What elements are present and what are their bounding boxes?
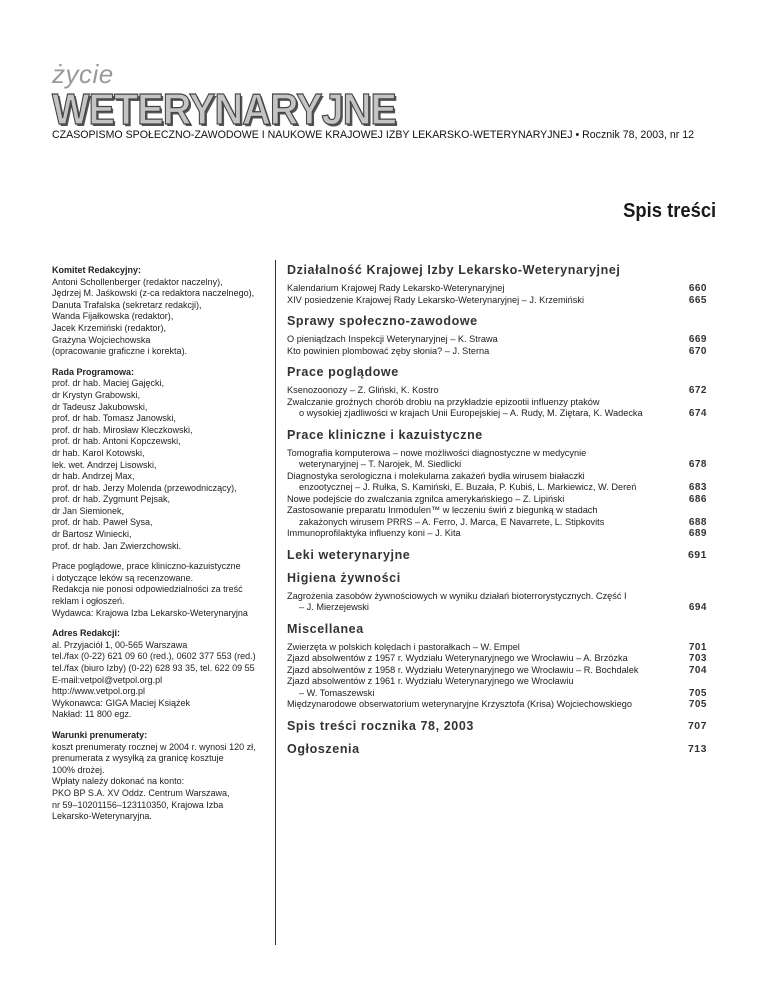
section-title-text: Ogłoszenia bbox=[287, 741, 360, 756]
entry-text: XIV posiedzenie Krajowej Rady Lekarsko-Weterynaryjnej – J. Krzemiński bbox=[287, 294, 585, 305]
section-title-text: Sprawy społeczno-zawodowe bbox=[287, 314, 478, 328]
rada-line: dr Bartosz Winiecki, bbox=[52, 529, 132, 540]
warunki-block bbox=[52, 730, 267, 823]
rada-line: prof. dr hab. Tomasz Janowski, bbox=[52, 413, 176, 424]
rada-line: prof. dr hab. Antoni Kopczewski, bbox=[52, 436, 181, 447]
rada-line: dr Tadeusz Jakubowski, bbox=[52, 401, 148, 412]
entry-page-number: 670 bbox=[688, 345, 707, 357]
section-title-text: Prace poglądowe bbox=[287, 365, 399, 379]
entry-text: o wysokiej zjadliwości w krajach Unii Europejskiej – A. Rudy, M. Ziętara, K. Wadecka bbox=[299, 408, 643, 418]
entry-text: Zagrożenia zasobów żywnościowych w wyniku działań bioterrorystycznych. Część I bbox=[287, 590, 627, 601]
toc-section bbox=[287, 741, 707, 757]
rada-line: dr Krystyn Grabowski, bbox=[52, 389, 141, 400]
warunki-line: Wpłaty należy dokonać na konto: bbox=[52, 776, 185, 787]
warunki-line: PKO BP S.A. XV Oddz. Centrum Warszawa, bbox=[52, 787, 230, 798]
masthead-logo bbox=[52, 59, 434, 134]
toc-entry bbox=[287, 471, 707, 494]
entry-page-number: 704 bbox=[688, 664, 707, 676]
toc-section bbox=[287, 313, 707, 357]
entry-text: zakażonych wirusem PRRS – A. Ferro, J. Marca, E Navarrete, L. Stipkovits bbox=[299, 516, 605, 527]
entry-page-number: 701 bbox=[688, 641, 707, 653]
section-title bbox=[287, 621, 707, 637]
rada-line: dr Jan Siemionek, bbox=[52, 505, 125, 516]
warunki-line: prenumerata z wysyłką za granicę kosztuje bbox=[52, 753, 224, 764]
entry-page-number: 665 bbox=[688, 294, 707, 306]
info-line: Wydawca: Krajowa Izba Lekarsko-Weterynaryjna bbox=[52, 607, 248, 618]
entry-text: – J. Mierzejewski bbox=[299, 602, 369, 612]
info-line: i dotyczące leków są recenzowane. bbox=[52, 572, 194, 583]
toc-entry bbox=[287, 494, 707, 506]
komitet-block bbox=[52, 265, 267, 358]
entry-page-number: 678 bbox=[688, 459, 707, 470]
komitet-line: Grażyna Wojciechowska bbox=[52, 334, 151, 345]
komitet-line: Danuta Trafalska (sekretarz redakcji), bbox=[52, 299, 202, 310]
toc-section bbox=[287, 718, 707, 734]
toc-section bbox=[287, 364, 707, 420]
section-title-text: Leki weterynaryjne bbox=[287, 547, 411, 562]
rada-line: prof. dr hab. Maciej Gajęcki, bbox=[52, 378, 165, 389]
entry-text: Zjazd absolwentów z 1958 r. Wydziału Weterynaryjnego we Wrocławiu – R. Bochdalek bbox=[287, 664, 639, 675]
warunki-list bbox=[52, 742, 267, 823]
toc-entry bbox=[287, 448, 707, 471]
rada-line: dr hab. Andrzej Max, bbox=[52, 471, 135, 482]
section-title bbox=[287, 547, 707, 563]
toc-section bbox=[287, 427, 707, 540]
entry-page-number: 674 bbox=[688, 408, 707, 419]
toc-section bbox=[287, 621, 707, 711]
toc-entry bbox=[287, 397, 707, 420]
toc-entry bbox=[287, 385, 707, 397]
entry-page-number: 660 bbox=[688, 283, 707, 294]
entry-text: Zwalczanie groźnych chorób drobiu na przykładzie epizootii influenzy ptaków bbox=[287, 396, 600, 407]
entry-page-number: 669 bbox=[688, 334, 707, 345]
rada-line: prof. dr hab. Paweł Sysa, bbox=[52, 517, 153, 528]
toc-entry bbox=[287, 346, 707, 358]
entry-text: Zwierzęta w polskich kolędach i pastorałkach – W. Empel bbox=[287, 641, 520, 652]
komitet-line: Jędrzej M. Jaśkowski (z-ca redaktora naczelnego), bbox=[52, 288, 255, 299]
entry-page-number: 705 bbox=[688, 699, 707, 710]
toc-entry bbox=[287, 699, 707, 711]
toc-entry bbox=[287, 642, 707, 654]
masthead-title: WETERYNARYJNE bbox=[52, 85, 397, 134]
entry-text: Diagnostyka serologiczna i molekularna zakażeń bydła wirusem białaczki bbox=[287, 470, 585, 481]
toc-entry bbox=[287, 653, 707, 665]
section-title bbox=[287, 741, 707, 757]
toc-entry bbox=[287, 505, 707, 528]
adres-heading: Adres Redakcji: bbox=[52, 628, 121, 639]
toc-entry bbox=[287, 283, 707, 295]
masthead-small: życie bbox=[52, 59, 114, 89]
adres-line: Nakład: 11 800 egz. bbox=[52, 709, 132, 720]
journal-subtitle: CZASOPISMO SPOŁECZNO-ZAWODOWE I NAUKOWE KRAJOWEJ IZBY LEKARSKO-WETERYNARYJNEJ • Rocznik 78, 2003, nr 12 bbox=[52, 129, 695, 141]
adres-line: tel./fax (0-22) 621 09 60 (red.), 0602 377 553 (red.) bbox=[52, 651, 256, 662]
rada-line: lek. wet. Andrzej Lisowski, bbox=[52, 459, 157, 470]
entry-text: enzootycznej – J. Rułka, S. Kamiński, E. Buzała, P. Kubiś, L. Markiewicz, W. Dereń bbox=[299, 482, 637, 492]
info-line: reklam i ogłoszeń. bbox=[52, 596, 125, 607]
entry-text: Ksenozoonozy – Z. Gliński, K. Kostro bbox=[287, 385, 439, 395]
entry-text: weterynaryjnej – T. Narojek, M. Siedlicki bbox=[299, 459, 462, 469]
entry-page-number: 686 bbox=[688, 493, 707, 505]
section-title-text: Miscellanea bbox=[287, 621, 364, 636]
toc-section bbox=[287, 570, 707, 614]
adres-line: tel./fax (biuro Izby) (0-22) 628 93 35, tel. 622 09 55 bbox=[52, 663, 255, 673]
warunki-line: koszt prenumeraty rocznej w 2004 r. wynosi 120 zł, bbox=[52, 741, 256, 752]
section-title bbox=[287, 570, 707, 586]
info-line: Prace poglądowe, prace kliniczno-kazuistyczne bbox=[52, 561, 241, 572]
rada-list bbox=[52, 378, 267, 552]
adres-line: Wykonawca: GIGA Maciej Książek bbox=[52, 697, 190, 708]
section-title-text: Prace kliniczne i kazuistyczne bbox=[287, 427, 483, 442]
entry-page-number: 688 bbox=[688, 516, 707, 528]
rada-line: prof. dr hab. Jan Zwierzchowski. bbox=[52, 540, 182, 551]
toc-section bbox=[287, 547, 707, 563]
section-title bbox=[287, 427, 707, 443]
komitet-line: Jacek Krzemiński (redaktor), bbox=[52, 322, 167, 333]
entry-page-number: 703 bbox=[688, 653, 707, 664]
warunki-line: nr 59–10201156–123110350, Krajowa Izba bbox=[52, 799, 224, 810]
rada-line: prof. dr hab. Mirosław Kleczkowski, bbox=[52, 424, 193, 435]
section-title-text: Higiena żywności bbox=[287, 570, 401, 585]
entry-text: Zjazd absolwentów z 1961 r. Wydziału Weterynaryjnego we Wrocławiu bbox=[287, 676, 574, 686]
warunki-heading: Warunki prenumeraty: bbox=[52, 729, 148, 740]
warunki-line: Lekarsko-Weterynaryjna. bbox=[52, 811, 152, 822]
section-title bbox=[287, 262, 707, 278]
section-title bbox=[287, 718, 707, 734]
adres-line: al. Przyjaciół 1, 00-565 Warszawa bbox=[52, 639, 188, 650]
section-title bbox=[287, 364, 707, 380]
entry-text: Immunoprofilaktyka influenzy koni – J. Kita bbox=[287, 528, 461, 538]
entry-text: – W. Tomaszewski bbox=[299, 687, 375, 698]
toc-entry bbox=[287, 295, 707, 307]
komitet-line: Wanda Fijałkowska (redaktor), bbox=[52, 311, 174, 322]
entry-page-number: 694 bbox=[688, 602, 707, 613]
section-page-number: 707 bbox=[687, 719, 707, 732]
rada-block bbox=[52, 367, 267, 553]
entry-page-number: 689 bbox=[688, 528, 707, 539]
entry-page-number: 683 bbox=[688, 482, 707, 493]
section-page-number: 691 bbox=[687, 548, 707, 561]
entry-page-number: 672 bbox=[688, 385, 707, 396]
adres-line: http://www.vetpol.org.pl bbox=[52, 686, 146, 697]
rada-line: prof. dr hab. Zygmunt Pejsak, bbox=[52, 494, 171, 505]
toc-entry bbox=[287, 665, 707, 677]
section-title bbox=[287, 313, 707, 329]
adres-list bbox=[52, 640, 267, 721]
entry-text: Zjazd absolwentów z 1957 r. Wydziału Weterynaryjnego we Wrocławiu – A. Brzózka bbox=[287, 653, 628, 663]
komitet-line: (opracowanie graficzne i korekta). bbox=[52, 346, 188, 357]
entry-text: Tomografia komputerowa – nowe możliwości diagnostyczne w medycynie bbox=[287, 447, 587, 458]
rada-line: dr hab. Karol Kotowski, bbox=[52, 447, 145, 458]
entry-text: O pieniądzach Inspekcji Weterynaryjnej – K. Strawa bbox=[287, 334, 498, 344]
section-title-text: Działalność Krajowej Izby Lekarsko-Weterynaryjnej bbox=[287, 263, 621, 277]
komitet-line: Antoni Schollenberger (redaktor naczelny), bbox=[52, 276, 223, 287]
column-divider bbox=[275, 260, 276, 945]
info-block bbox=[52, 561, 267, 619]
entry-text: Międzynarodowe obserwatorium weterynaryjne Krzysztofa (Krisa) Wojciechowskiego bbox=[287, 699, 633, 709]
entry-text: Kto powinien plombować zęby słonia? – J. Sterna bbox=[287, 345, 490, 356]
entry-text: Nowe podejście do zwalczania zgnilca amerykańskiego – Z. Lipiński bbox=[287, 493, 565, 504]
komitet-list bbox=[52, 277, 267, 358]
entry-text: Kalendarium Krajowej Rady Lekarsko-Weterynaryjnej bbox=[287, 283, 505, 293]
toc-section bbox=[287, 262, 707, 306]
toc-entry bbox=[287, 591, 707, 614]
info-line: Redakcja nie ponosi odpowiedzialności za treść bbox=[52, 584, 243, 595]
adres-line: E-mail:vetpol@vetpol.org.pl bbox=[52, 674, 163, 685]
toc-entry bbox=[287, 676, 707, 699]
warunki-line: 100% drożej. bbox=[52, 764, 105, 775]
entry-page-number: 705 bbox=[688, 687, 707, 699]
section-title-text: Spis treści rocznika 78, 2003 bbox=[287, 718, 474, 733]
entry-text: Zastosowanie preparatu Inmodulen™ w leczeniu świń z biegunką w stadach bbox=[287, 505, 598, 515]
rada-heading: Rada Programowa: bbox=[52, 366, 135, 377]
rada-line: prof. dr hab. Jerzy Molenda (przewodniczący), bbox=[52, 482, 237, 493]
editorial-column bbox=[52, 265, 267, 832]
table-of-contents bbox=[287, 262, 707, 764]
adres-block bbox=[52, 628, 267, 721]
toc-title: Spis treści bbox=[622, 200, 716, 222]
section-page-number: 713 bbox=[687, 742, 707, 755]
komitet-heading: Komitet Redakcyjny: bbox=[52, 265, 142, 275]
toc-entry bbox=[287, 528, 707, 540]
toc-entry bbox=[287, 334, 707, 346]
